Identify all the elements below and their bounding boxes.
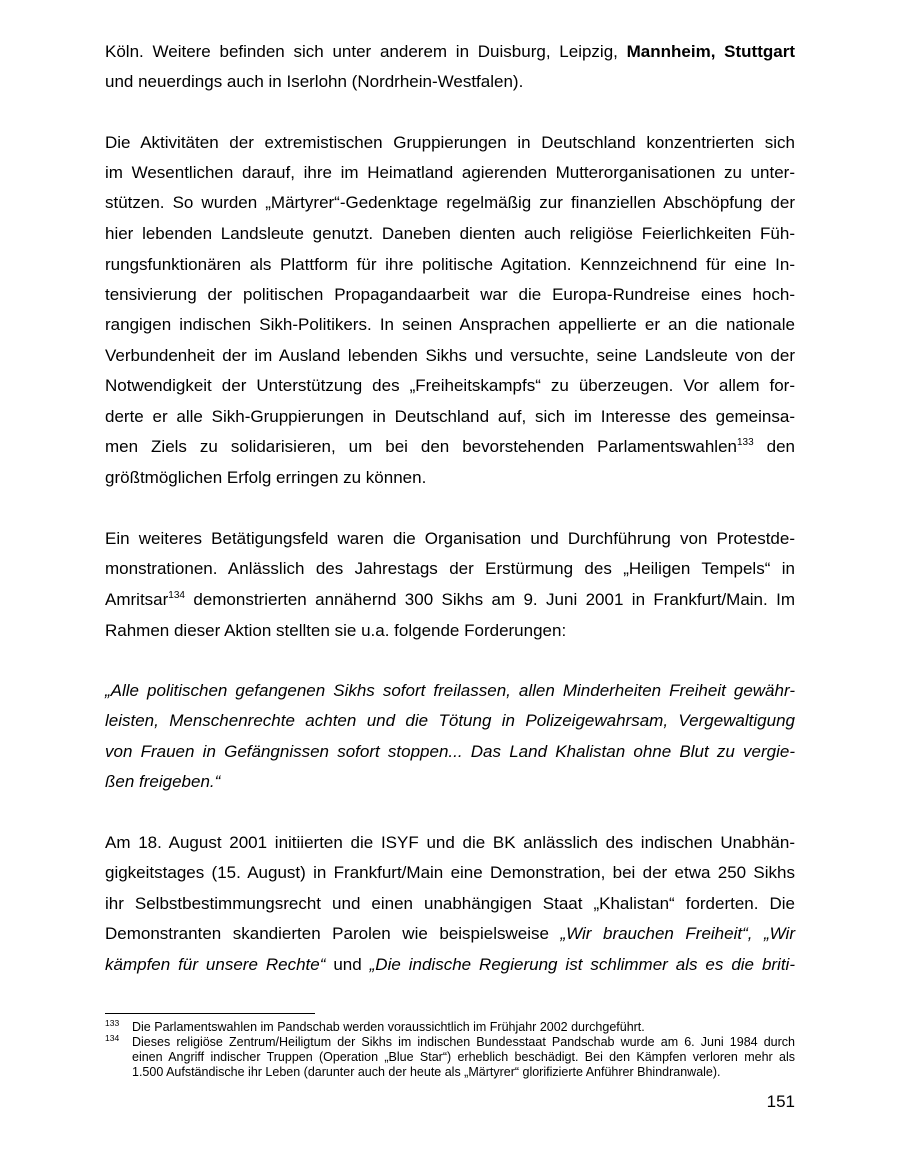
- paragraph-4-line: ihr Selbstbestimmungsrecht und einen unabhängigen Staat „Khalistan“ forderten. Die: [105, 894, 795, 913]
- italic-slogan: „Wir brauchen Freiheit“, „Wir: [560, 924, 795, 943]
- paragraph-2-line: Notwendigkeit der Unterstützung des „Freiheitskampfs“ zu überzeugen. Vor allem for-: [105, 376, 795, 395]
- footnote-ref-134[interactable]: 134: [168, 590, 185, 601]
- paragraph-3-line: [105, 588, 795, 612]
- paragraph-2-line: stützen. So wurden „Märtyrer“-Gedenktage regelmäßig zur finanziellen Abschöpfung der: [105, 193, 795, 212]
- footnote-number: 134: [105, 1033, 120, 1043]
- paragraph-1-line: [105, 40, 795, 64]
- paragraph-2-line: hier lebenden Landsleute genutzt. Daneben dienten auch religiöse Feierlichkeiten Füh-: [105, 224, 795, 243]
- page-number: 151: [766, 1092, 795, 1111]
- footnote-text: Dieses religiöse Zentrum/Heiligtum der Sikhs im indischen Bundesstaat Pandschab wurde am 6. Juni 1984 durch: [132, 1035, 795, 1049]
- footnote-divider: [105, 1013, 315, 1014]
- text-span: men Ziels zu solidarisieren, um bei den bevorstehenden Parlamentswahlen: [105, 437, 737, 456]
- text-span: Amritsar: [105, 590, 169, 609]
- italic-slogan: kämpfen für unsere Rechte“: [105, 955, 326, 974]
- footnote-134: [105, 1035, 795, 1050]
- paragraph-4-line: [105, 953, 795, 977]
- paragraph-3-line: Ein weiteres Betätigungsfeld waren die Organisation und Durchführung von Protestde-: [105, 529, 795, 548]
- quote-line: von Frauen in Gefängnissen sofort stoppen... Das Land Khalistan ohne Blut zu vergie-: [105, 742, 795, 761]
- footnote-number: 133: [105, 1018, 120, 1028]
- footnote-ref-133[interactable]: 133: [736, 437, 754, 448]
- paragraph-2-line: rangigen indischen Sikh-Politikers. In seinen Ansprachen appellierte er an die nationale: [105, 315, 795, 334]
- italic-slogan: „Die indische Regierung ist schlimmer als es die briti-: [369, 955, 795, 974]
- text-span: und: [325, 955, 370, 974]
- paragraph-3-line: Rahmen dieser Aktion stellten sie u.a. folgende Forderungen:: [105, 621, 567, 640]
- footnote-text: einen Angriff indischer Truppen (Operation „Blue Star“) erheblich beschädigt. Bei den Kämpfen verloren mehr als: [132, 1050, 795, 1064]
- bold-cities: Mannheim, Stuttgart: [626, 42, 795, 61]
- quote-line: leisten, Menschenrechte achten und die Tötung in Polizeigewahrsam, Vergewaltigung: [105, 711, 795, 730]
- text-span: Köln. Weitere befinden sich unter anderem in Duisburg, Leipzig,: [105, 42, 627, 61]
- paragraph-2-line: [105, 435, 795, 459]
- footnote-134-cont: [105, 1065, 795, 1080]
- text-span: den: [753, 437, 796, 456]
- paragraph-2-line: rungsfunktionären als Plattform für ihre politische Agitation. Kennzeichnend für eine In-: [105, 255, 795, 274]
- text-span: demonstrierten annähernd 300 Sikhs am 9. Juni 2001 in Frankfurt/Main. Im: [184, 590, 795, 609]
- paragraph-2-line: Verbundenheit der im Ausland lebenden Sikhs und versuchte, seine Landsleute von der: [105, 346, 795, 365]
- quote-line: ßen freigeben.“: [105, 772, 221, 791]
- footnote-134-cont: [105, 1050, 795, 1065]
- paragraph-4-line: [105, 922, 795, 946]
- text-span: Demonstranten skandierten Parolen wie beispielsweise: [105, 924, 561, 943]
- paragraph-2-line: im Wesentlichen darauf, ihre im Heimatland agierenden Mutterorganisationen zu unter-: [105, 163, 795, 182]
- footnote-133: [105, 1020, 795, 1035]
- paragraph-2-line: derte er alle Sikh-Gruppierungen in Deutschland auf, sich im Interesse des gemeinsa-: [105, 407, 795, 426]
- paragraph-4-line: Am 18. August 2001 initiierten die ISYF und die BK anlässlich des indischen Unabhän-: [105, 833, 795, 852]
- paragraph-1-line: und neuerdings auch in Iserlohn (Nordrhein-Westfalen).: [105, 72, 524, 91]
- paragraph-2-line: größtmöglichen Erfolg erringen zu können.: [105, 468, 427, 487]
- quote-line: „Alle politischen gefangenen Sikhs sofort freilassen, allen Minderheiten Freiheit gewähr-: [105, 681, 795, 700]
- footnote-text: 1.500 Aufständische ihr Leben (darunter auch der heute als „Märtyrer“ glorifizierte Anführer Bhindranwale).: [132, 1065, 721, 1079]
- paragraph-4-line: gigkeitstages (15. August) in Frankfurt/Main eine Demonstration, bei der etwa 250 Sikhs: [105, 863, 795, 882]
- footnote-text: Die Parlamentswahlen im Pandschab werden voraussichtlich im Frühjahr 2002 durchgeführt.: [132, 1020, 645, 1034]
- paragraph-2-line: Die Aktivitäten der extremistischen Gruppierungen in Deutschland konzentrierten sich: [105, 133, 795, 152]
- paragraph-3-line: monstrationen. Anlässlich des Jahrestags der Erstürmung des „Heiligen Tempels“ in: [105, 559, 795, 578]
- paragraph-2-line: tensivierung der politischen Propagandaarbeit war die Europa-Rundreise eines hoch-: [105, 285, 795, 304]
